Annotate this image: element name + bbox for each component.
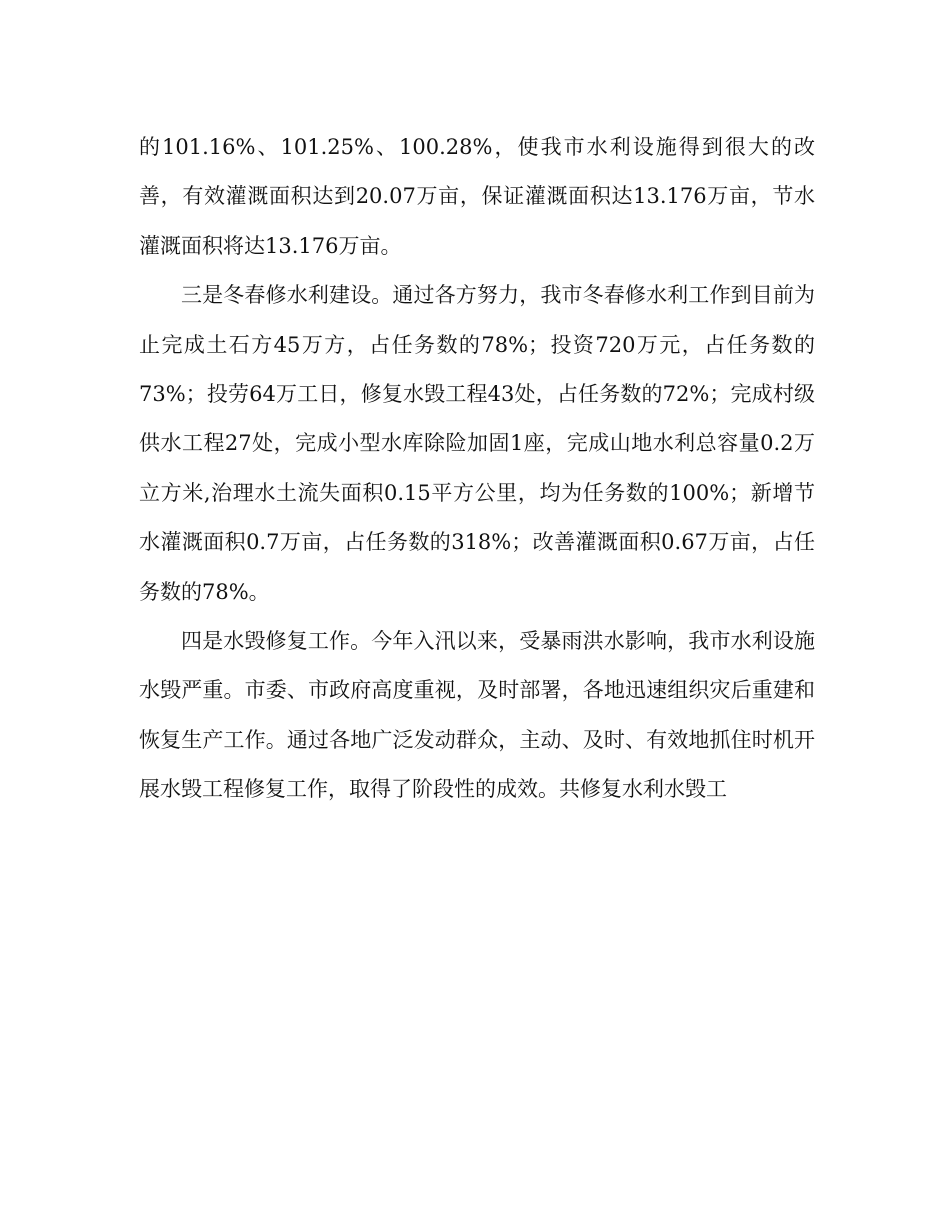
document-body (139, 123, 815, 815)
paragraph-winter-spring-irrigation: 三是冬春修水利建设。通过各方努力，我市冬春修水利工作到目前为止完成土石方45万方，占任务数的78%；投资720万元，占任务数的73%；投劳64万工日，修复水毁工程43处，占任务数的72%；完成村级供水工程27处，完成小型水库除险加固1座，完成山地水利总容量0.2万立方米,治理水土流失面积0.15平方公里，均为任务数的100%；新增节水灌溉面积0.7万亩，占任务数的318%；改善灌溉面积0.67万亩，占任务数的78%。 (139, 283, 815, 604)
paragraph-continuation: 的101.16%、101.25%、100.28%，使我市水利设施得到很大的改善，有效灌溉面积达到20.07万亩，保证灌溉面积达13.176万亩，节水灌溉面积将达13.176万亩。 (139, 135, 815, 258)
paragraph-flood-damage-repair: 四是水毁修复工作。今年入汛以来，受暴雨洪水影响，我市水利设施水毁严重。市委、市政府高度重视，及时部署，各地迅速组织灾后重建和恢复生产工作。通过各地广泛发动群众，主动、及时、有效地抓住时机开展水毁工程修复工作，取得了阶段性的成效。共修复水利水毁工 (139, 629, 815, 802)
